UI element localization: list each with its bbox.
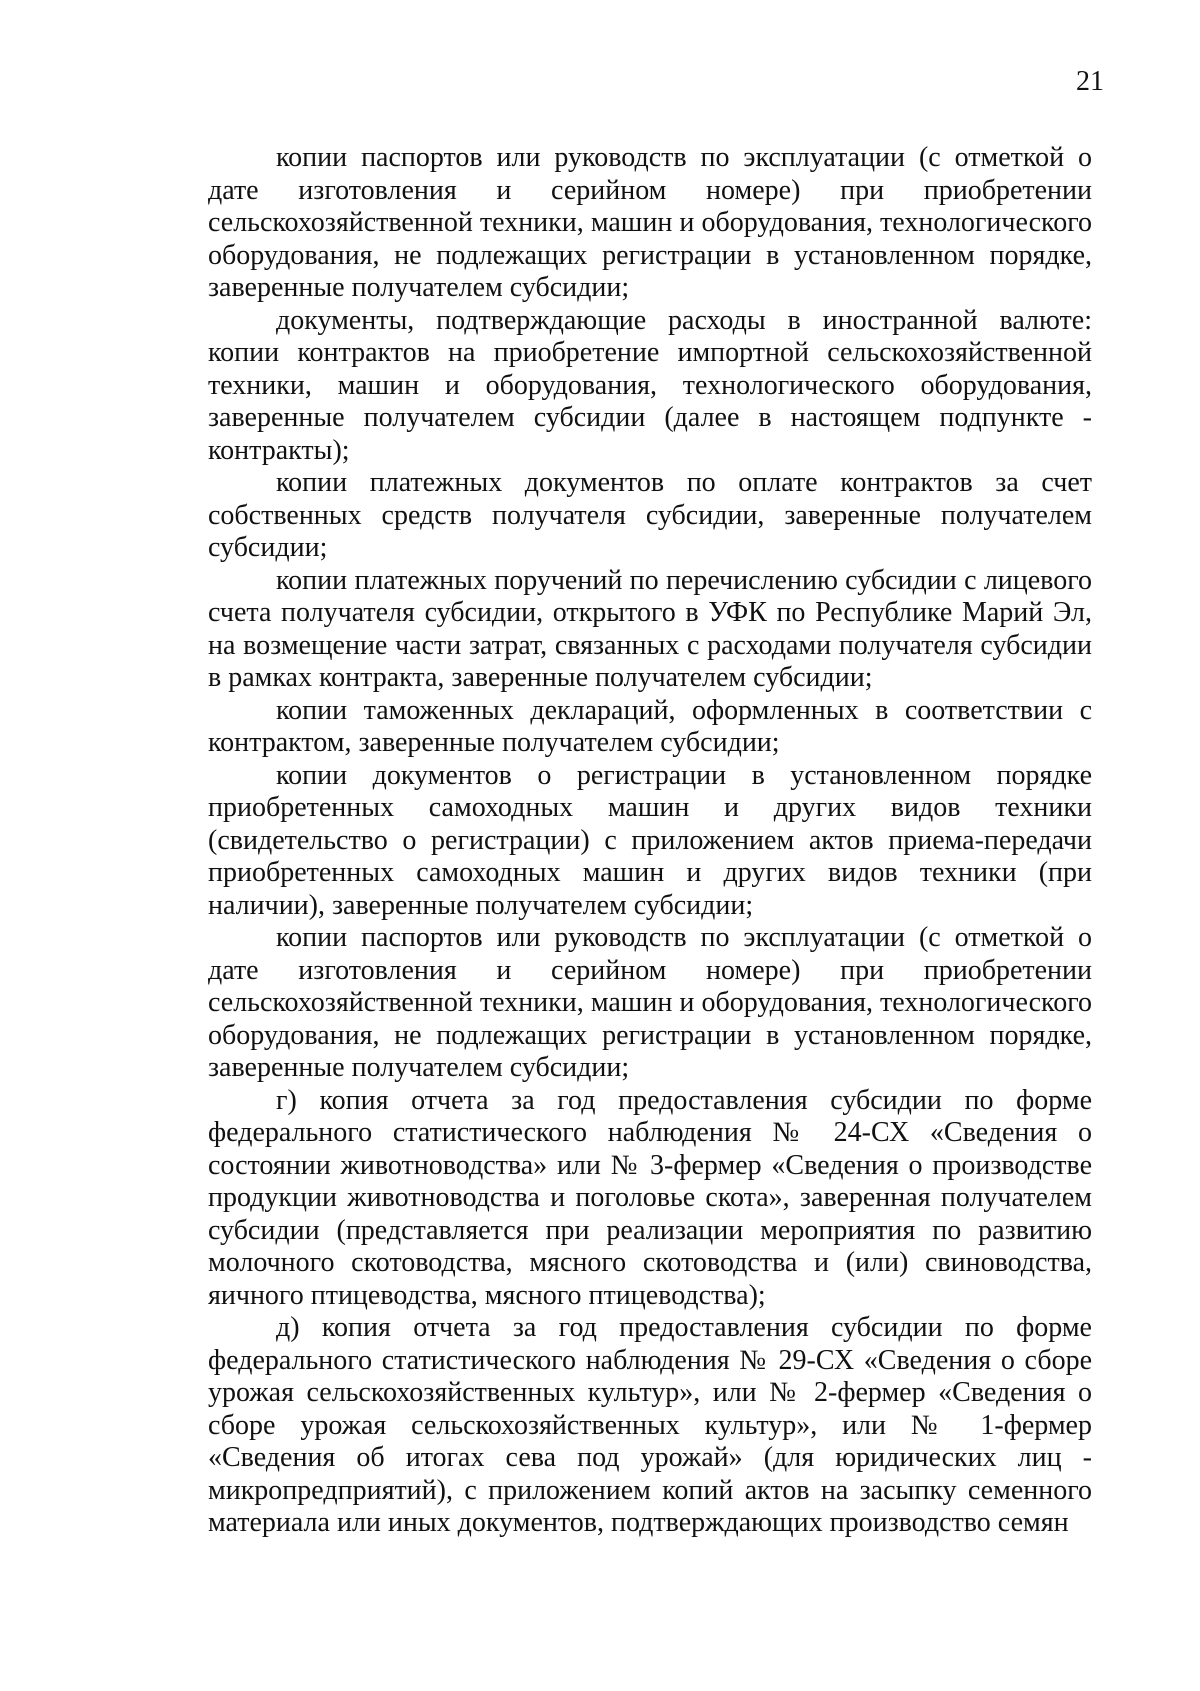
paragraph-registration-documents: копии документов о регистрации в установленном порядке приобретенных самоходных машин и других видов техники (свидетельство о регистрации) с приложением актов приема-передачи приобретенных самоходных машин и других видов техники (при наличии), заверенные получателем субсидии; (208, 759, 1092, 921)
paragraph-payment-documents: копии платежных документов по оплате контрактов за счет собственных средств получателя субсидии, заверенные получателем субсидии; (208, 467, 1092, 563)
paragraph-passports-copies-repeat: копии паспортов или руководств по эксплуатации (с отметкой о дате изготовления и серийном номере) при приобретении сельскохозяйственной техники, машин и оборудования, технологического оборудования, не подлежащих регистрации в установленном порядке, заверенные получателем субсидии; (208, 922, 1092, 1083)
paragraph-payment-orders: копии платежных поручений по перечислению субсидии с лицевого счета получателя субсидии, открытого в УФК по Республике Марий Эл, на возмещение части затрат, связанных с расходами получателя субсидии в рамках контракта, заверенные получателем субсидии; (208, 564, 1092, 693)
page-number: 21 (1076, 66, 1104, 97)
paragraph-item-g-livestock-report: г) копия отчета за год предоставления субсидии по форме федерального статистического наблюдения № 24-СХ «Сведения о состоянии животноводства» или № 3-фермер «Сведения о производстве продукции животноводства и поголовье скота», заверенная получателем субсидии (представляется при реализации мероприятия по развитию молочного скотоводства, мясного скотоводства и (или) свиноводства, яичного птицеводства, мясного птицеводства); (208, 1084, 1092, 1311)
document-body (208, 142, 1092, 1540)
paragraph-item-d-harvest-report: д) копия отчета за год предоставления субсидии по форме федерального статистического наблюдения № 29-СХ «Сведения о сборе урожая сельскохозяйственных культур», или № 2-фермер «Сведения о сборе урожая сельскохозяйственных культур», или № 1-фермер «Сведения об итогах сева под урожай» (для юридических лиц - микропредприятий), с приложением копий актов на засыпку семенного материала или иных документов, подтверждающих производство семян (208, 1312, 1092, 1538)
paragraph-passports-copies: копии паспортов или руководств по эксплуатации (с отметкой о дате изготовления и серийном номере) при приобретении сельскохозяйственной техники, машин и оборудования, технологического оборудования, не подлежащих регистрации в установленном порядке, заверенные получателем субсидии; (208, 142, 1092, 303)
paragraph-customs-declarations: копии таможенных деклараций, оформленных в соответствии с контрактом, заверенные получателем субсидии; (208, 694, 1092, 758)
paragraph-foreign-currency-docs: документы, подтверждающие расходы в иностранной валюте: копии контрактов на приобретение импортной сельскохозяйственной техники, машин и оборудования, технологического оборудования, заверенные получателем субсидии (далее в настоящем подпункте - контракты); (208, 304, 1092, 466)
